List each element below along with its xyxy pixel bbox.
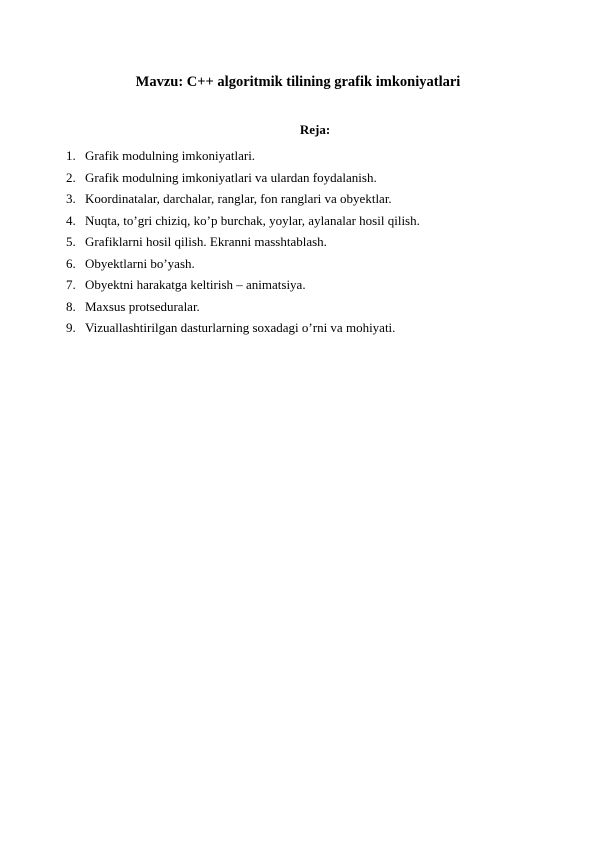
plan-item: [66, 253, 566, 275]
plan-item: [66, 231, 566, 253]
plan-item-text: Vizuallashtirilgan dasturlarning soxadagi o’rni va mohiyati.: [85, 320, 396, 335]
plan-item-number: 8.: [66, 298, 76, 314]
plan-item-number: 5.: [66, 234, 76, 249]
plan-item-number: 9.: [66, 320, 76, 335]
plan-item-number: 1.: [66, 148, 76, 163]
plan-item-number: 3.: [66, 191, 76, 206]
plan-item-text: Nuqta, to’gri chiziq, ko’p burchak, yoylar, aylanalar hosil qilish.: [85, 212, 420, 228]
plan-item-number: 4.: [66, 212, 76, 228]
document-title: Mavzu: C++ algoritmik tilining grafik imkoniyatlari: [135, 74, 461, 90]
plan-item: [66, 210, 566, 232]
plan-heading: Reja:: [299, 122, 331, 137]
plan-item-number: 7.: [66, 277, 76, 292]
plan-item: [66, 167, 566, 189]
plan-item-text: Maxsus protseduralar.: [85, 298, 200, 314]
plan-item: [66, 296, 566, 318]
plan-item-number: 6.: [66, 255, 76, 271]
plan-item: [66, 145, 566, 167]
plan-item-text: Obyektni harakatga keltirish – animatsiya.: [85, 277, 306, 292]
plan-list: [66, 145, 566, 339]
plan-item-text: Grafiklarni hosil qilish. Ekranni masshtablash.: [85, 234, 327, 249]
plan-item-number: 2.: [66, 169, 76, 185]
plan-item-text: Grafik modulning imkoniyatlari va ulardan foydalanish.: [85, 169, 377, 185]
plan-item: [66, 274, 566, 296]
plan-item-text: Obyektlarni bo’yash.: [85, 255, 195, 271]
plan-item-text: Grafik modulning imkoniyatlari.: [85, 148, 256, 163]
plan-item: [66, 188, 566, 210]
plan-item: [66, 317, 566, 339]
plan-item-text: Koordinatalar, darchalar, ranglar, fon ranglari va obyektlar.: [85, 191, 392, 206]
